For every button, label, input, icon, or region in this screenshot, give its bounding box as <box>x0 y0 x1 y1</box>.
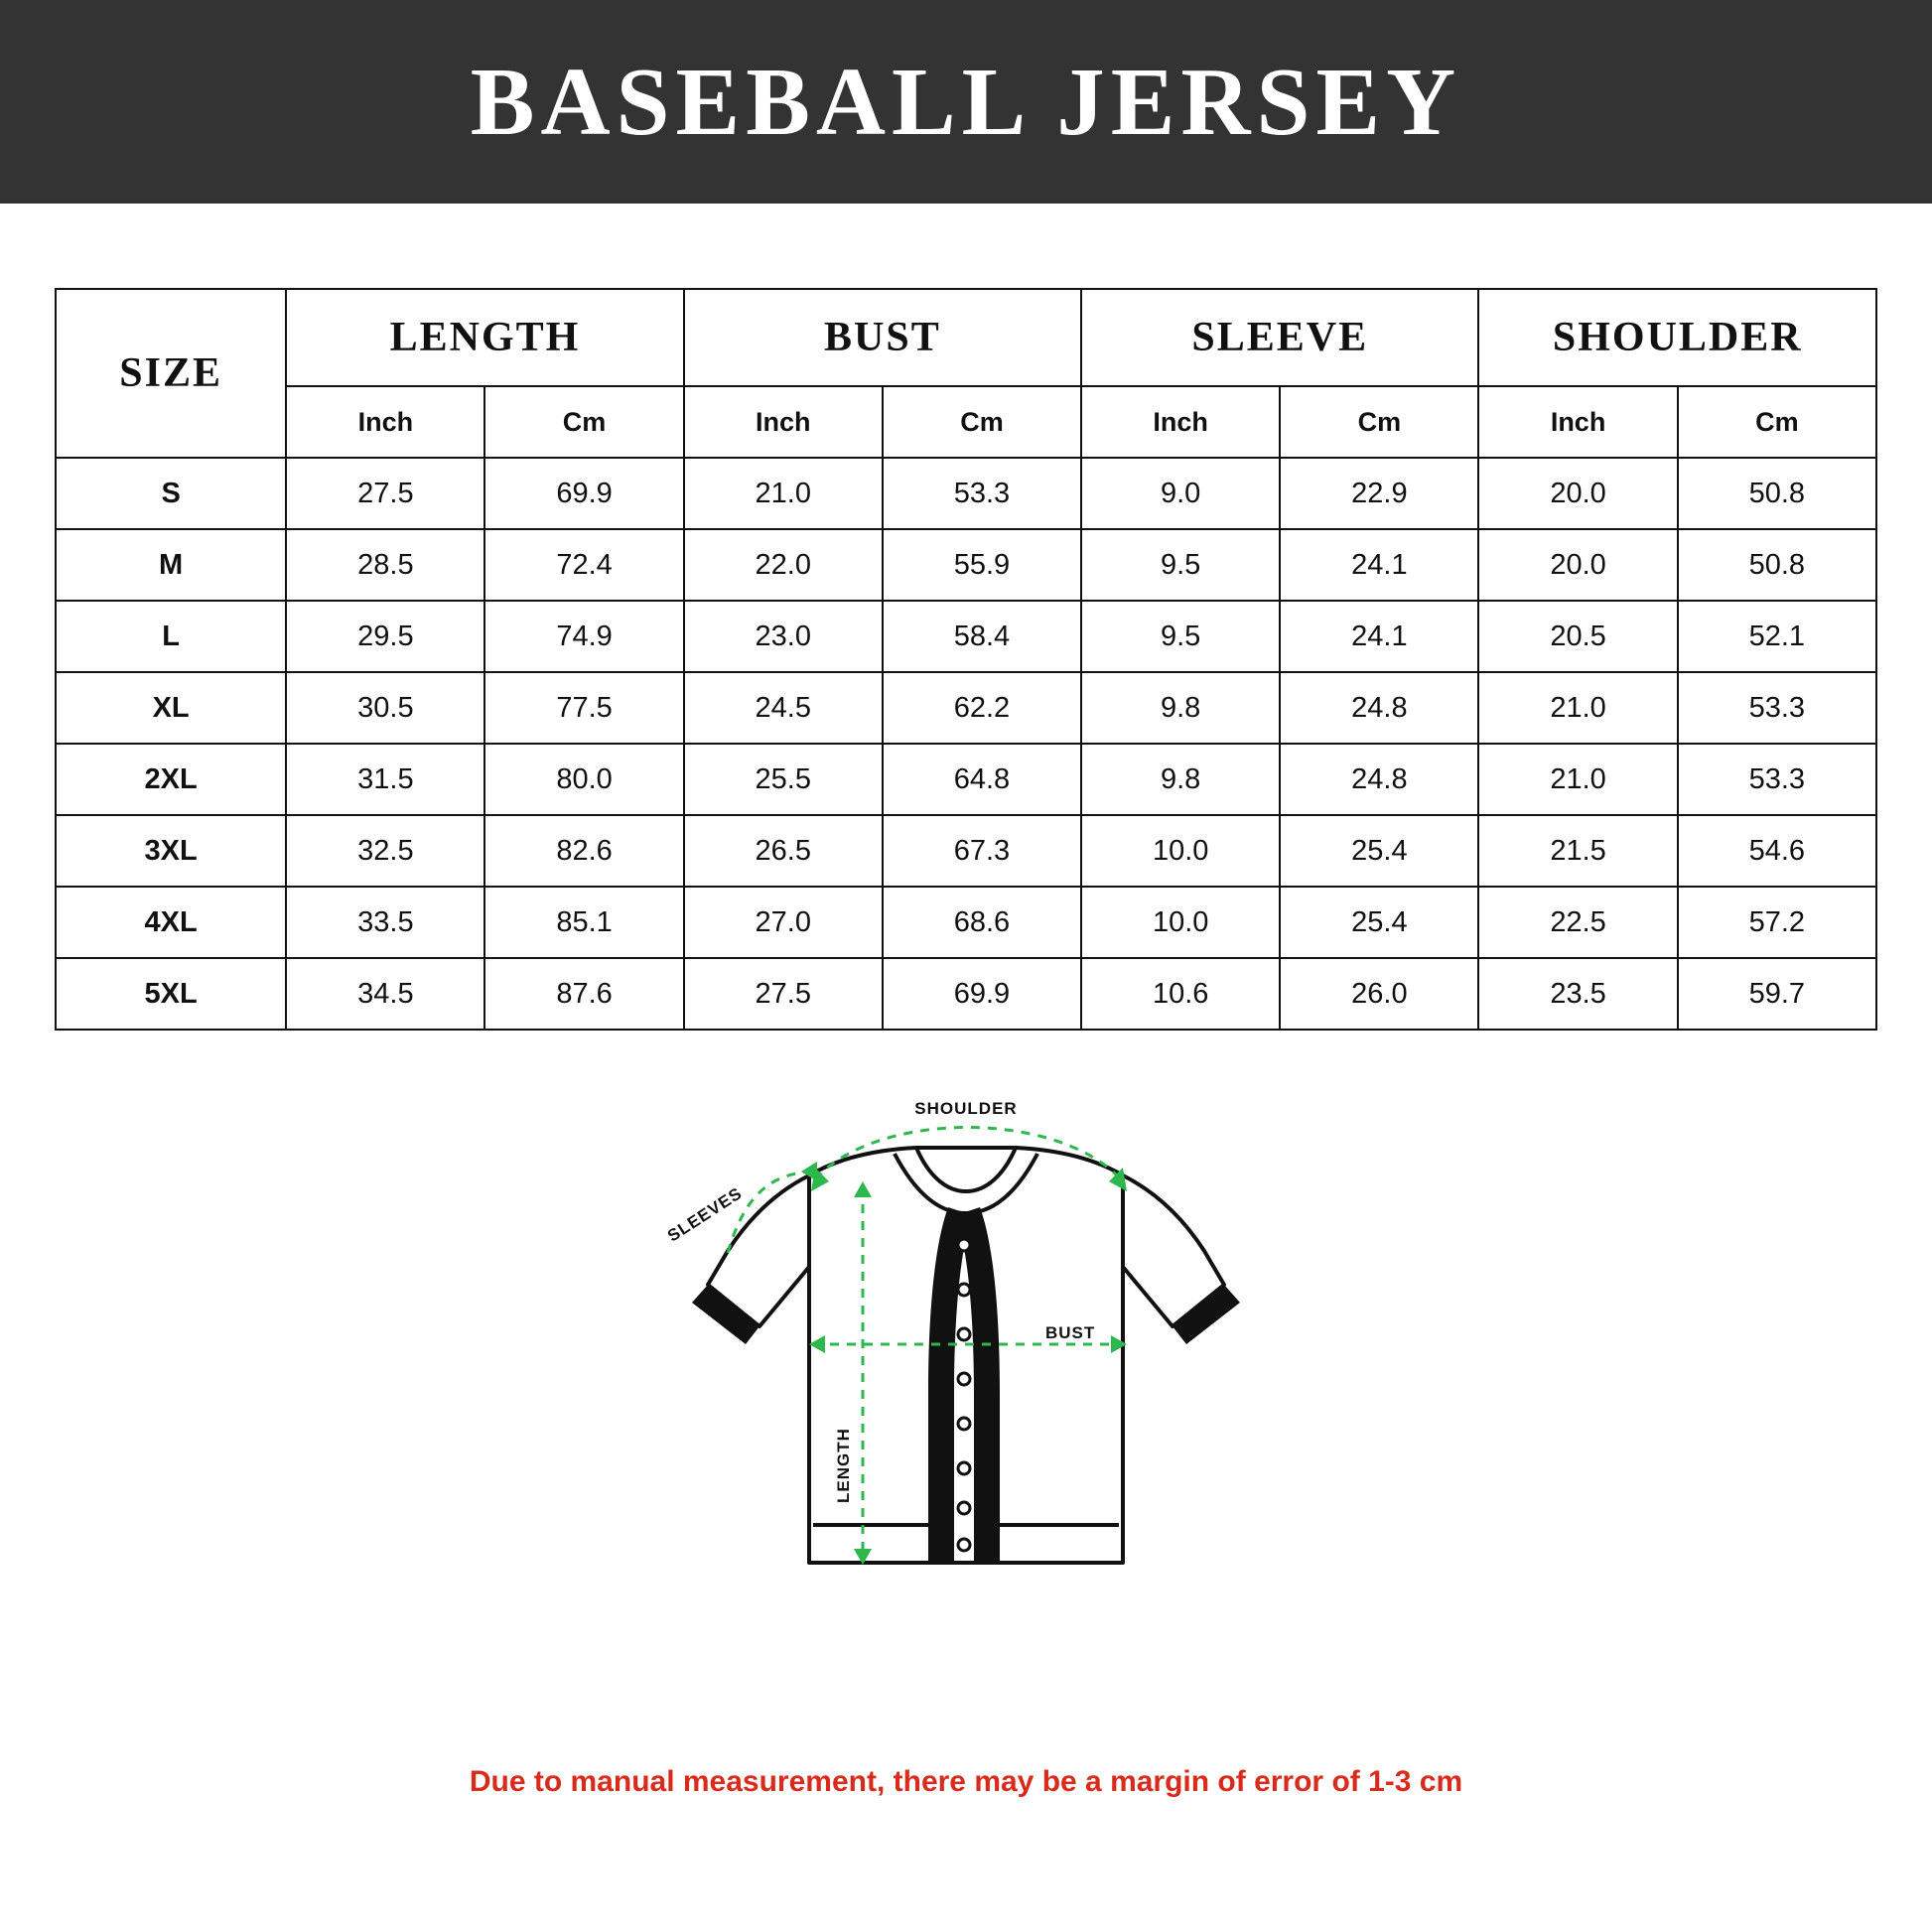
page-title: BASEBALL JERSEY <box>470 49 1462 155</box>
cell-bust-inch: 27.0 <box>684 887 883 958</box>
cell-size: 4XL <box>56 887 286 958</box>
table-row <box>56 601 1876 672</box>
cell-size: XL <box>56 672 286 744</box>
cell-length-inch: 32.5 <box>286 815 484 887</box>
cell-length-cm: 74.9 <box>484 601 683 672</box>
cell-shoulder-inch: 21.0 <box>1478 672 1677 744</box>
cell-size: L <box>56 601 286 672</box>
cell-length-cm: 87.6 <box>484 958 683 1030</box>
cell-shoulder-cm: 54.6 <box>1678 815 1876 887</box>
header-bust: BUST <box>684 289 1081 386</box>
jersey-diagram-svg <box>579 1096 1353 1692</box>
cell-bust-inch: 26.5 <box>684 815 883 887</box>
unit-bust-inch: Inch <box>684 386 883 458</box>
cell-sleeve-cm: 25.4 <box>1280 815 1478 887</box>
cell-length-inch: 34.5 <box>286 958 484 1030</box>
cell-sleeve-cm: 24.8 <box>1280 744 1478 815</box>
cell-bust-inch: 22.0 <box>684 529 883 601</box>
table-row <box>56 458 1876 529</box>
cell-shoulder-inch: 22.5 <box>1478 887 1677 958</box>
cell-shoulder-cm: 53.3 <box>1678 744 1876 815</box>
cell-bust-inch: 23.0 <box>684 601 883 672</box>
cell-length-inch: 29.5 <box>286 601 484 672</box>
table-row <box>56 672 1876 744</box>
unit-sleeve-cm: Cm <box>1280 386 1478 458</box>
cell-length-inch: 28.5 <box>286 529 484 601</box>
table-row <box>56 744 1876 815</box>
cell-bust-inch: 25.5 <box>684 744 883 815</box>
cell-shoulder-inch: 20.0 <box>1478 458 1677 529</box>
table-row <box>56 887 1876 958</box>
cell-bust-inch: 27.5 <box>684 958 883 1030</box>
cell-length-inch: 27.5 <box>286 458 484 529</box>
cell-length-inch: 33.5 <box>286 887 484 958</box>
cell-shoulder-cm: 57.2 <box>1678 887 1876 958</box>
header-length: LENGTH <box>286 289 683 386</box>
cell-shoulder-inch: 21.5 <box>1478 815 1677 887</box>
cell-size: 2XL <box>56 744 286 815</box>
cell-bust-cm: 53.3 <box>883 458 1081 529</box>
cell-shoulder-cm: 53.3 <box>1678 672 1876 744</box>
cell-length-inch: 30.5 <box>286 672 484 744</box>
header-size: SIZE <box>56 289 286 458</box>
unit-shoulder-inch: Inch <box>1478 386 1677 458</box>
measurement-diagram-area <box>0 1096 1932 1751</box>
cell-size: S <box>56 458 286 529</box>
cell-sleeve-inch: 9.8 <box>1081 744 1280 815</box>
cell-sleeve-inch: 10.6 <box>1081 958 1280 1030</box>
cell-sleeve-inch: 9.5 <box>1081 529 1280 601</box>
header-shoulder: SHOULDER <box>1478 289 1876 386</box>
size-chart-table <box>55 288 1877 1031</box>
unit-sleeve-inch: Inch <box>1081 386 1280 458</box>
cell-bust-inch: 24.5 <box>684 672 883 744</box>
label-sleeves: SLEEVES <box>664 1183 746 1246</box>
cell-bust-cm: 55.9 <box>883 529 1081 601</box>
cell-length-cm: 82.6 <box>484 815 683 887</box>
label-bust: BUST <box>1045 1323 1096 1342</box>
table-row <box>56 815 1876 887</box>
page-header <box>0 0 1932 204</box>
cell-length-cm: 85.1 <box>484 887 683 958</box>
cell-sleeve-cm: 22.9 <box>1280 458 1478 529</box>
cell-length-cm: 77.5 <box>484 672 683 744</box>
cell-bust-cm: 68.6 <box>883 887 1081 958</box>
measurement-diagram <box>579 1096 1353 1692</box>
cell-sleeve-cm: 26.0 <box>1280 958 1478 1030</box>
unit-length-inch: Inch <box>286 386 484 458</box>
cell-sleeve-cm: 25.4 <box>1280 887 1478 958</box>
label-shoulder: SHOULDER <box>914 1099 1018 1118</box>
cell-sleeve-cm: 24.1 <box>1280 529 1478 601</box>
table-unit-header-row <box>56 386 1876 458</box>
jersey-illustration <box>708 1148 1224 1563</box>
label-length: LENGTH <box>834 1428 853 1503</box>
cell-bust-cm: 69.9 <box>883 958 1081 1030</box>
cell-shoulder-cm: 52.1 <box>1678 601 1876 672</box>
header-sleeve: SLEEVE <box>1081 289 1478 386</box>
cell-shoulder-cm: 59.7 <box>1678 958 1876 1030</box>
cell-shoulder-cm: 50.8 <box>1678 529 1876 601</box>
cell-shoulder-inch: 23.5 <box>1478 958 1677 1030</box>
cell-bust-cm: 64.8 <box>883 744 1081 815</box>
size-chart-table-wrapper <box>55 288 1877 1031</box>
cell-sleeve-cm: 24.1 <box>1280 601 1478 672</box>
cell-sleeve-inch: 10.0 <box>1081 887 1280 958</box>
unit-length-cm: Cm <box>484 386 683 458</box>
table-group-header-row <box>56 289 1876 386</box>
cell-sleeve-inch: 9.5 <box>1081 601 1280 672</box>
cell-bust-cm: 58.4 <box>883 601 1081 672</box>
cell-shoulder-inch: 20.5 <box>1478 601 1677 672</box>
unit-bust-cm: Cm <box>883 386 1081 458</box>
cell-sleeve-inch: 9.0 <box>1081 458 1280 529</box>
cell-size: 3XL <box>56 815 286 887</box>
cell-bust-cm: 62.2 <box>883 672 1081 744</box>
cell-size: 5XL <box>56 958 286 1030</box>
cell-size: M <box>56 529 286 601</box>
cell-bust-cm: 67.3 <box>883 815 1081 887</box>
cell-sleeve-cm: 24.8 <box>1280 672 1478 744</box>
cell-shoulder-inch: 20.0 <box>1478 529 1677 601</box>
cell-length-cm: 69.9 <box>484 458 683 529</box>
cell-shoulder-cm: 50.8 <box>1678 458 1876 529</box>
table-row <box>56 958 1876 1030</box>
cell-shoulder-inch: 21.0 <box>1478 744 1677 815</box>
unit-shoulder-cm: Cm <box>1678 386 1876 458</box>
cell-sleeve-inch: 9.8 <box>1081 672 1280 744</box>
cell-length-cm: 72.4 <box>484 529 683 601</box>
cell-length-cm: 80.0 <box>484 744 683 815</box>
cell-length-inch: 31.5 <box>286 744 484 815</box>
table-row <box>56 529 1876 601</box>
cell-bust-inch: 21.0 <box>684 458 883 529</box>
measurement-disclaimer: Due to manual measurement, there may be a margin of error of 1-3 cm <box>469 1765 1463 1798</box>
cell-sleeve-inch: 10.0 <box>1081 815 1280 887</box>
